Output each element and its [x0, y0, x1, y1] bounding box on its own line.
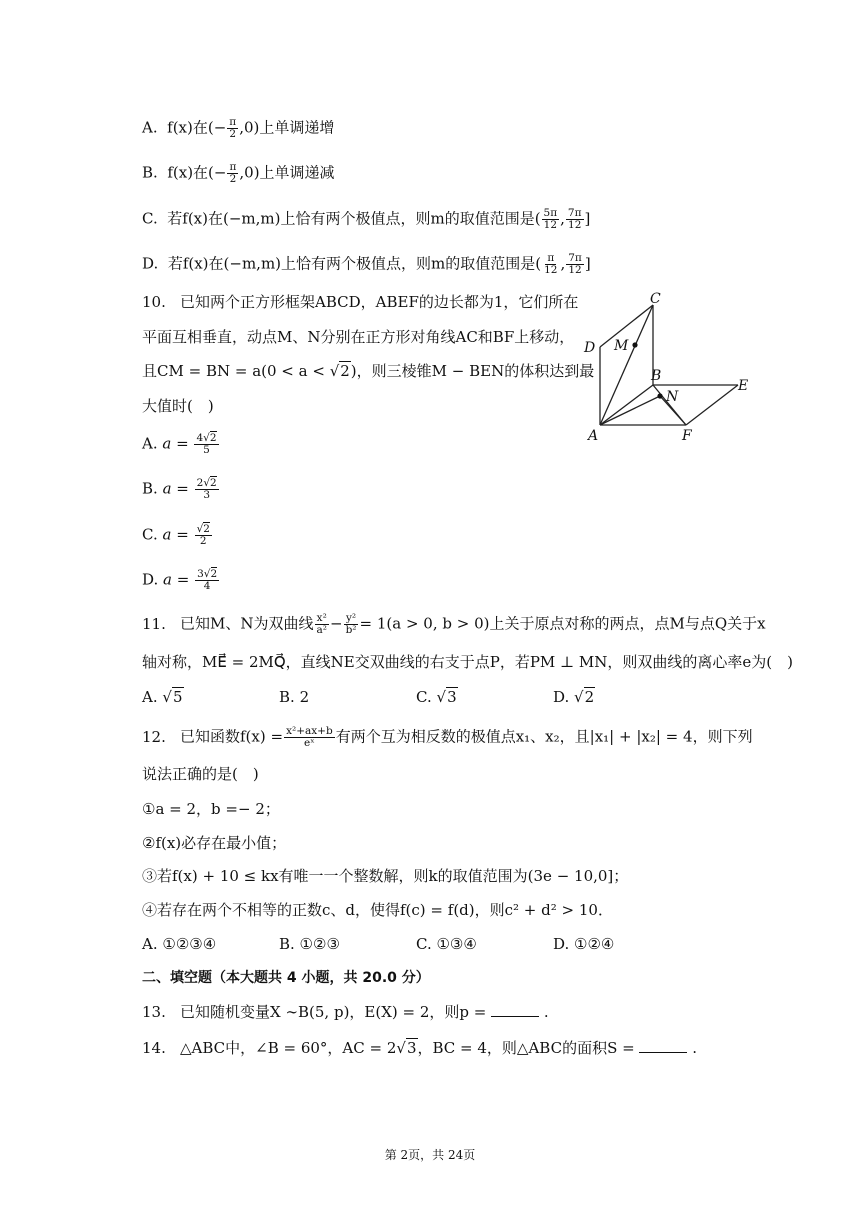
- q9-option-d: D. 若f(x)在(−m,m)上恰有两个极值点，则m的取值范围是( $\frac{\pi}{12}$ , $\frac{7\pi}{12}$ ]: [142, 252, 591, 276]
- q12-line-2: 说法正确的是( ): [142, 765, 259, 783]
- q9-option-c: C. 若f(x)在(−m,m)上恰有两个极值点，则m的取值范围是( $\frac{5\pi}{12}$ , $\frac{7\pi}{12}$ ]: [142, 207, 591, 231]
- sqrt: √2: [329, 362, 350, 380]
- q10-line-3: 且CM = BN = a(0 < a < √2)，则三棱锥M − BEN的体积达到最: [142, 362, 595, 380]
- q9-option-a: A. f(x)在(− $\frac{\pi}{2}$ ,0)上单调递增: [142, 116, 335, 140]
- section-heading: 二、填空题（本大题共 4 小题，共 20.0 分）: [142, 970, 430, 986]
- label-f: F: [682, 428, 692, 444]
- edge-ef: [686, 385, 738, 425]
- q12-statement-2: ②f(x)必存在最小值；: [142, 834, 287, 852]
- label-b: B: [651, 368, 662, 384]
- q12-line-1: 12. 已知函数f(x) = $\frac{\text{x²+ax+b}}{\text{eˣ}}$ 有两个互为相反数的极值点x₁、x₂，且|x₁| + |x₂| = 4，则下列: [142, 725, 753, 749]
- q12-option-c: C. ①③④: [416, 935, 477, 953]
- q10-line-1: 10. 已知两个正方形框架ABCD，ABEF的边长都为1，它们所在: [142, 293, 579, 311]
- label-c: C: [650, 291, 661, 307]
- answer-blank[interactable]: [639, 1038, 687, 1053]
- q11-line-2: 轴对称，ME⃗ = 2MQ⃗，直线NE交双曲线的右支于点P，若PM ⊥ MN，则双曲线的离心率e为( ): [142, 653, 793, 671]
- fraction: $\frac{\pi}{2}$: [229, 116, 237, 140]
- q10-option-a: A. a = $\frac{4√2}{5}$: [142, 432, 217, 456]
- fraction: $\frac{7\pi}{12}$: [567, 207, 582, 231]
- fraction: $\frac{7\pi}{12}$: [568, 252, 582, 276]
- fraction: $\frac{\pi}{12}$: [544, 252, 558, 276]
- q11-option-c: C. √3: [416, 688, 457, 706]
- q10-line-2: 平面互相垂直，动点M、N分别在正方形对角线AC和BF上移动，: [142, 328, 575, 346]
- q11-option-a: A. √5: [142, 688, 183, 706]
- label-m: M: [614, 338, 629, 354]
- q11-option-b: B. 2: [279, 688, 310, 706]
- point-m: [632, 342, 637, 347]
- q12-option-b: B. ①②③: [279, 935, 340, 953]
- q11-option-d: D. √2: [553, 688, 595, 706]
- q10-line-4: 大值时( ): [142, 397, 214, 415]
- q11-options: [142, 687, 690, 707]
- q14: 14. △ABC中，∠B = 60°，AC = 2√3，BC = 4，则△ABC的面积S = .: [142, 1039, 698, 1057]
- geometry-figure: [578, 290, 758, 450]
- q12-statement-4: ④若存在两个不相等的正数c、d，使得f(c) = f(d)，则c² + d² > 10．: [142, 901, 613, 919]
- label-e: E: [738, 378, 749, 394]
- diagonal-ac: [600, 305, 653, 425]
- q12-option-a: A. ①②③④: [142, 935, 217, 953]
- q11-line-1: 11. 已知M、N为双曲线 $\frac{\text{x²}}{\text{a²}}$ − $\frac{\text{y²}}{\text{b²}}$ = 1(a > 0, b > 0)上关于原点对称的两点，点M与点Q关于x: [142, 612, 766, 636]
- fraction: $\frac{\pi}{2}$: [229, 161, 237, 185]
- page-footer: 第 2页，共 24页: [384, 1148, 476, 1162]
- label-d: D: [584, 340, 596, 356]
- q10-option-d: D. a = $\frac{3√2}{4}$: [142, 568, 218, 592]
- q9-option-b: B. f(x)在(− $\frac{\pi}{2}$ ,0)上单调递减: [142, 161, 335, 185]
- q10-option-c: C. a = $\frac{√2}{2}$: [142, 523, 210, 547]
- label-a: A: [588, 428, 599, 444]
- fraction: $\frac{5\pi}{12}$: [543, 207, 558, 231]
- q12-statement-1: ①a = 2，b =− 2；: [142, 800, 280, 818]
- q13: 13. 已知随机变量X ∼B(5, p)，E(X) = 2，则p = .: [142, 1003, 549, 1021]
- edge-ab: [600, 385, 653, 425]
- q12-option-d: D. ①②④: [553, 935, 615, 953]
- label-n: N: [666, 389, 679, 405]
- q12-options: [142, 934, 690, 954]
- segment-an: [600, 396, 660, 425]
- q12-statement-3: ③若f(x) + 10 ≤ kx有唯一一个整数解，则k的取值范围为(3e − 10,0]；: [142, 867, 629, 885]
- answer-blank[interactable]: [491, 1002, 539, 1017]
- point-n: [657, 393, 662, 398]
- q10-option-b: B. a = $\frac{2√2}{3}$: [142, 477, 217, 501]
